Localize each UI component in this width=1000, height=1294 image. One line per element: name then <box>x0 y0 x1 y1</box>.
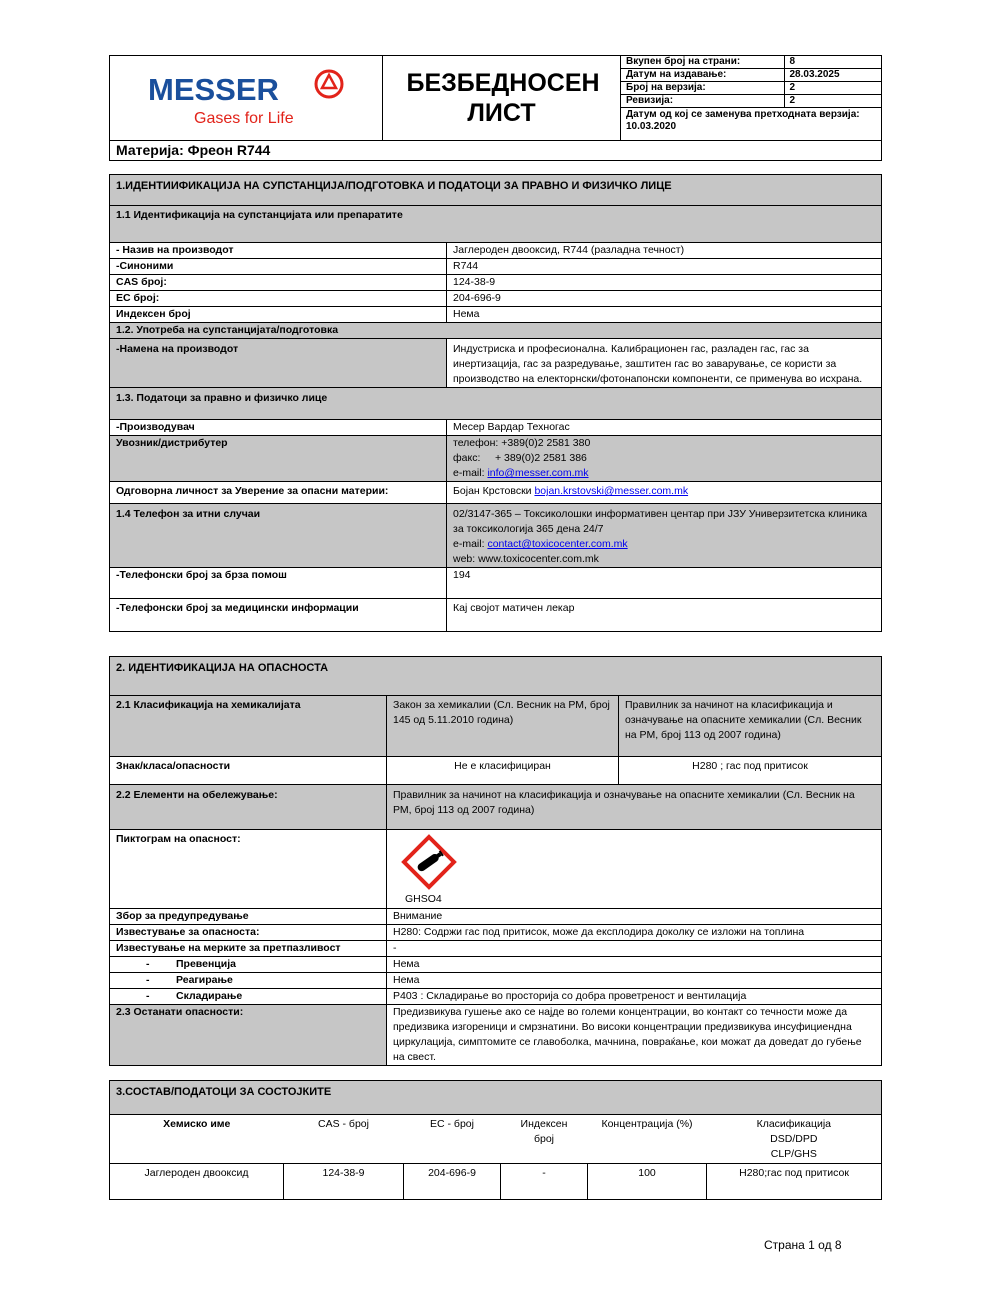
table-row: Знак/класа/опасности Не е класифициран H280 ; гас под притисок <box>110 757 882 785</box>
table-row: - Складирање P403 : Складирање во просторија со добра проветреност и вентилација <box>110 989 882 1005</box>
document-title: БЕЗБЕДНОСЕН ЛИСТ <box>383 56 621 141</box>
table-row: -Намена на производот Индустриска и професионална. Калибрационен гас, разладен гас, гас за инертизација, гас за разредување, заштитен гас во заварување, се користи за производство на електорнски/фотонапонски компоненти, се применува во исхрана. <box>110 339 882 388</box>
logo-tagline: Gases for Life <box>194 109 294 127</box>
pictogram-code: GHSO4 <box>405 893 442 905</box>
table-row: -Телефонски број за медицински информации Кај својот матичен лекар <box>110 599 882 632</box>
gas-cylinder-pictogram-icon <box>401 834 457 890</box>
document-header <box>109 55 882 161</box>
table-row: Пиктограм на опасност: GHSO4 <box>110 830 882 909</box>
page-number: Страна 1 од 8 <box>764 1238 842 1252</box>
table-row: - Назив на производот Јаглероден двооксид, R744 (разладна течност) <box>110 243 882 259</box>
table-row: 2.1 Класификација на хемикалијата Закон за хемикалии (Сл. Весник на РМ, број 145 од 5.11.2010 година) Правилник за начинот на класификација и означување на опасните хемикалии (Сл. Весник на РМ, број 113 од 2007 година) <box>110 696 882 757</box>
messer-flame-icon <box>316 71 342 97</box>
section-1 <box>109 174 882 632</box>
section-1-title: 1.ИДЕНТИИФИКАЦИЈА НА СУПСТАНЦИЈА/ПОДГОТОВКА И ПОДАТОЦИ ЗА ПРАВНО И ФИЗИЧКО ЛИЦЕ <box>110 175 882 206</box>
responsible-email-link[interactable]: bojan.krstovski@messer.com.mk <box>534 485 689 497</box>
section-2-title: 2. ИДЕНТИФИКАЦИЈА НА ОПАСНОСТА <box>110 657 882 696</box>
document-meta <box>621 56 882 141</box>
section-3-title: 3.СОСТАВ/ПОДАТОЦИ ЗА СОСТОЈКИТЕ <box>110 1081 882 1115</box>
table-row: 1.4 Телефон за итни случаи 02/3147-365 – Токсиколошки информативен центар при ЈЗУ Универзитетска клиника за токсикологија 365 дена 24/7 e-mail: contact@toxicocenter.com.mk web: www.toxicocenter.com.mk <box>110 504 882 568</box>
logo-wordmark: MESSER <box>148 71 279 107</box>
table-header-row: Хемиско име CAS - број EC - број Индексен број Концентрација (%) Класификација DSD/DPD CLP/GHS <box>110 1115 882 1164</box>
table-row: -Производувач Месер Вардар Техногас <box>110 420 882 436</box>
table-row: Известување за опасноста: H280: Содржи гас под притисок, може да експлодира доколку се изложи на топлина <box>110 925 882 941</box>
table-row: 2.2 Елементи на обележување: Правилник за начинот на класификација и означување на опасните хемикалии (Сл. Весник на РМ, број 113 од 2007 година) <box>110 785 882 830</box>
table-row: -Синоними R744 <box>110 259 882 275</box>
table-row: - Превенција Нема <box>110 957 882 973</box>
meta-row <box>621 108 881 135</box>
meta-row: Ревизија: 2 <box>621 95 881 108</box>
subsection-1-1: 1.1 Идентификација на супстанцијата или препаратите <box>110 206 882 243</box>
info-email-link[interactable]: info@messer.com.mk <box>487 467 589 479</box>
material-name: Материја: Фреон R744 <box>110 141 882 161</box>
logo-cell <box>110 56 383 141</box>
table-row: Индексен број Нема <box>110 307 882 323</box>
table-row: Известување на мерките за претпазливост - <box>110 941 882 957</box>
table-row: 2.3 Останати опасности: Предизвикува гушење ако се најде во големи концентрации, во контакт со течности може да предизвика изгореници и смрзнатини. Во високи концентрации предизвикува инсуфициендна циркулација, симптомите се главоболка, мачнина, повраќање, кои можат да доведат до губење на свест. <box>110 1005 882 1066</box>
meta-row: Вкупен број на страни: 8 <box>621 56 881 69</box>
section-2 <box>109 656 882 1066</box>
messer-logo <box>146 64 346 128</box>
meta-row: Број на верзија: 2 <box>621 82 881 95</box>
table-row: Увозник/дистрибутер телефон: +389(0)2 2581 380 факс: + 389(0)2 2581 386 e-mail: info@messer.com.mk <box>110 436 882 482</box>
table-row: -Телефонски број за брза помош 194 <box>110 568 882 599</box>
subsection-1-2: 1.2. Употреба на супстанцијата/подготовка <box>110 323 882 339</box>
table-row: Јаглероден двооксид 124-38-9 204-696-9 - 100 H280;гас под притисок <box>110 1164 882 1200</box>
table-row: CAS број: 124-38-9 <box>110 275 882 291</box>
toxico-email-link[interactable]: contact@toxicocenter.com.mk <box>487 538 628 550</box>
table-row: - Реагирање Нема <box>110 973 882 989</box>
table-row: EC број: 204-696-9 <box>110 291 882 307</box>
meta-row: Датум на издавање: 28.03.2025 <box>621 69 881 82</box>
table-row: Одговорна личност за Уверение за опасни материи: Бојан Крстовски bojan.krstovski@messer.com.mk <box>110 482 882 504</box>
subsection-1-3: 1.3. Податоци за правно и физичко лице <box>110 388 882 420</box>
section-3 <box>109 1080 882 1200</box>
table-row: Збор за предупредување Внимание <box>110 909 882 925</box>
supersede-date: Датум од кој се заменува претходната верзија: 10.03.2020 <box>626 109 860 132</box>
